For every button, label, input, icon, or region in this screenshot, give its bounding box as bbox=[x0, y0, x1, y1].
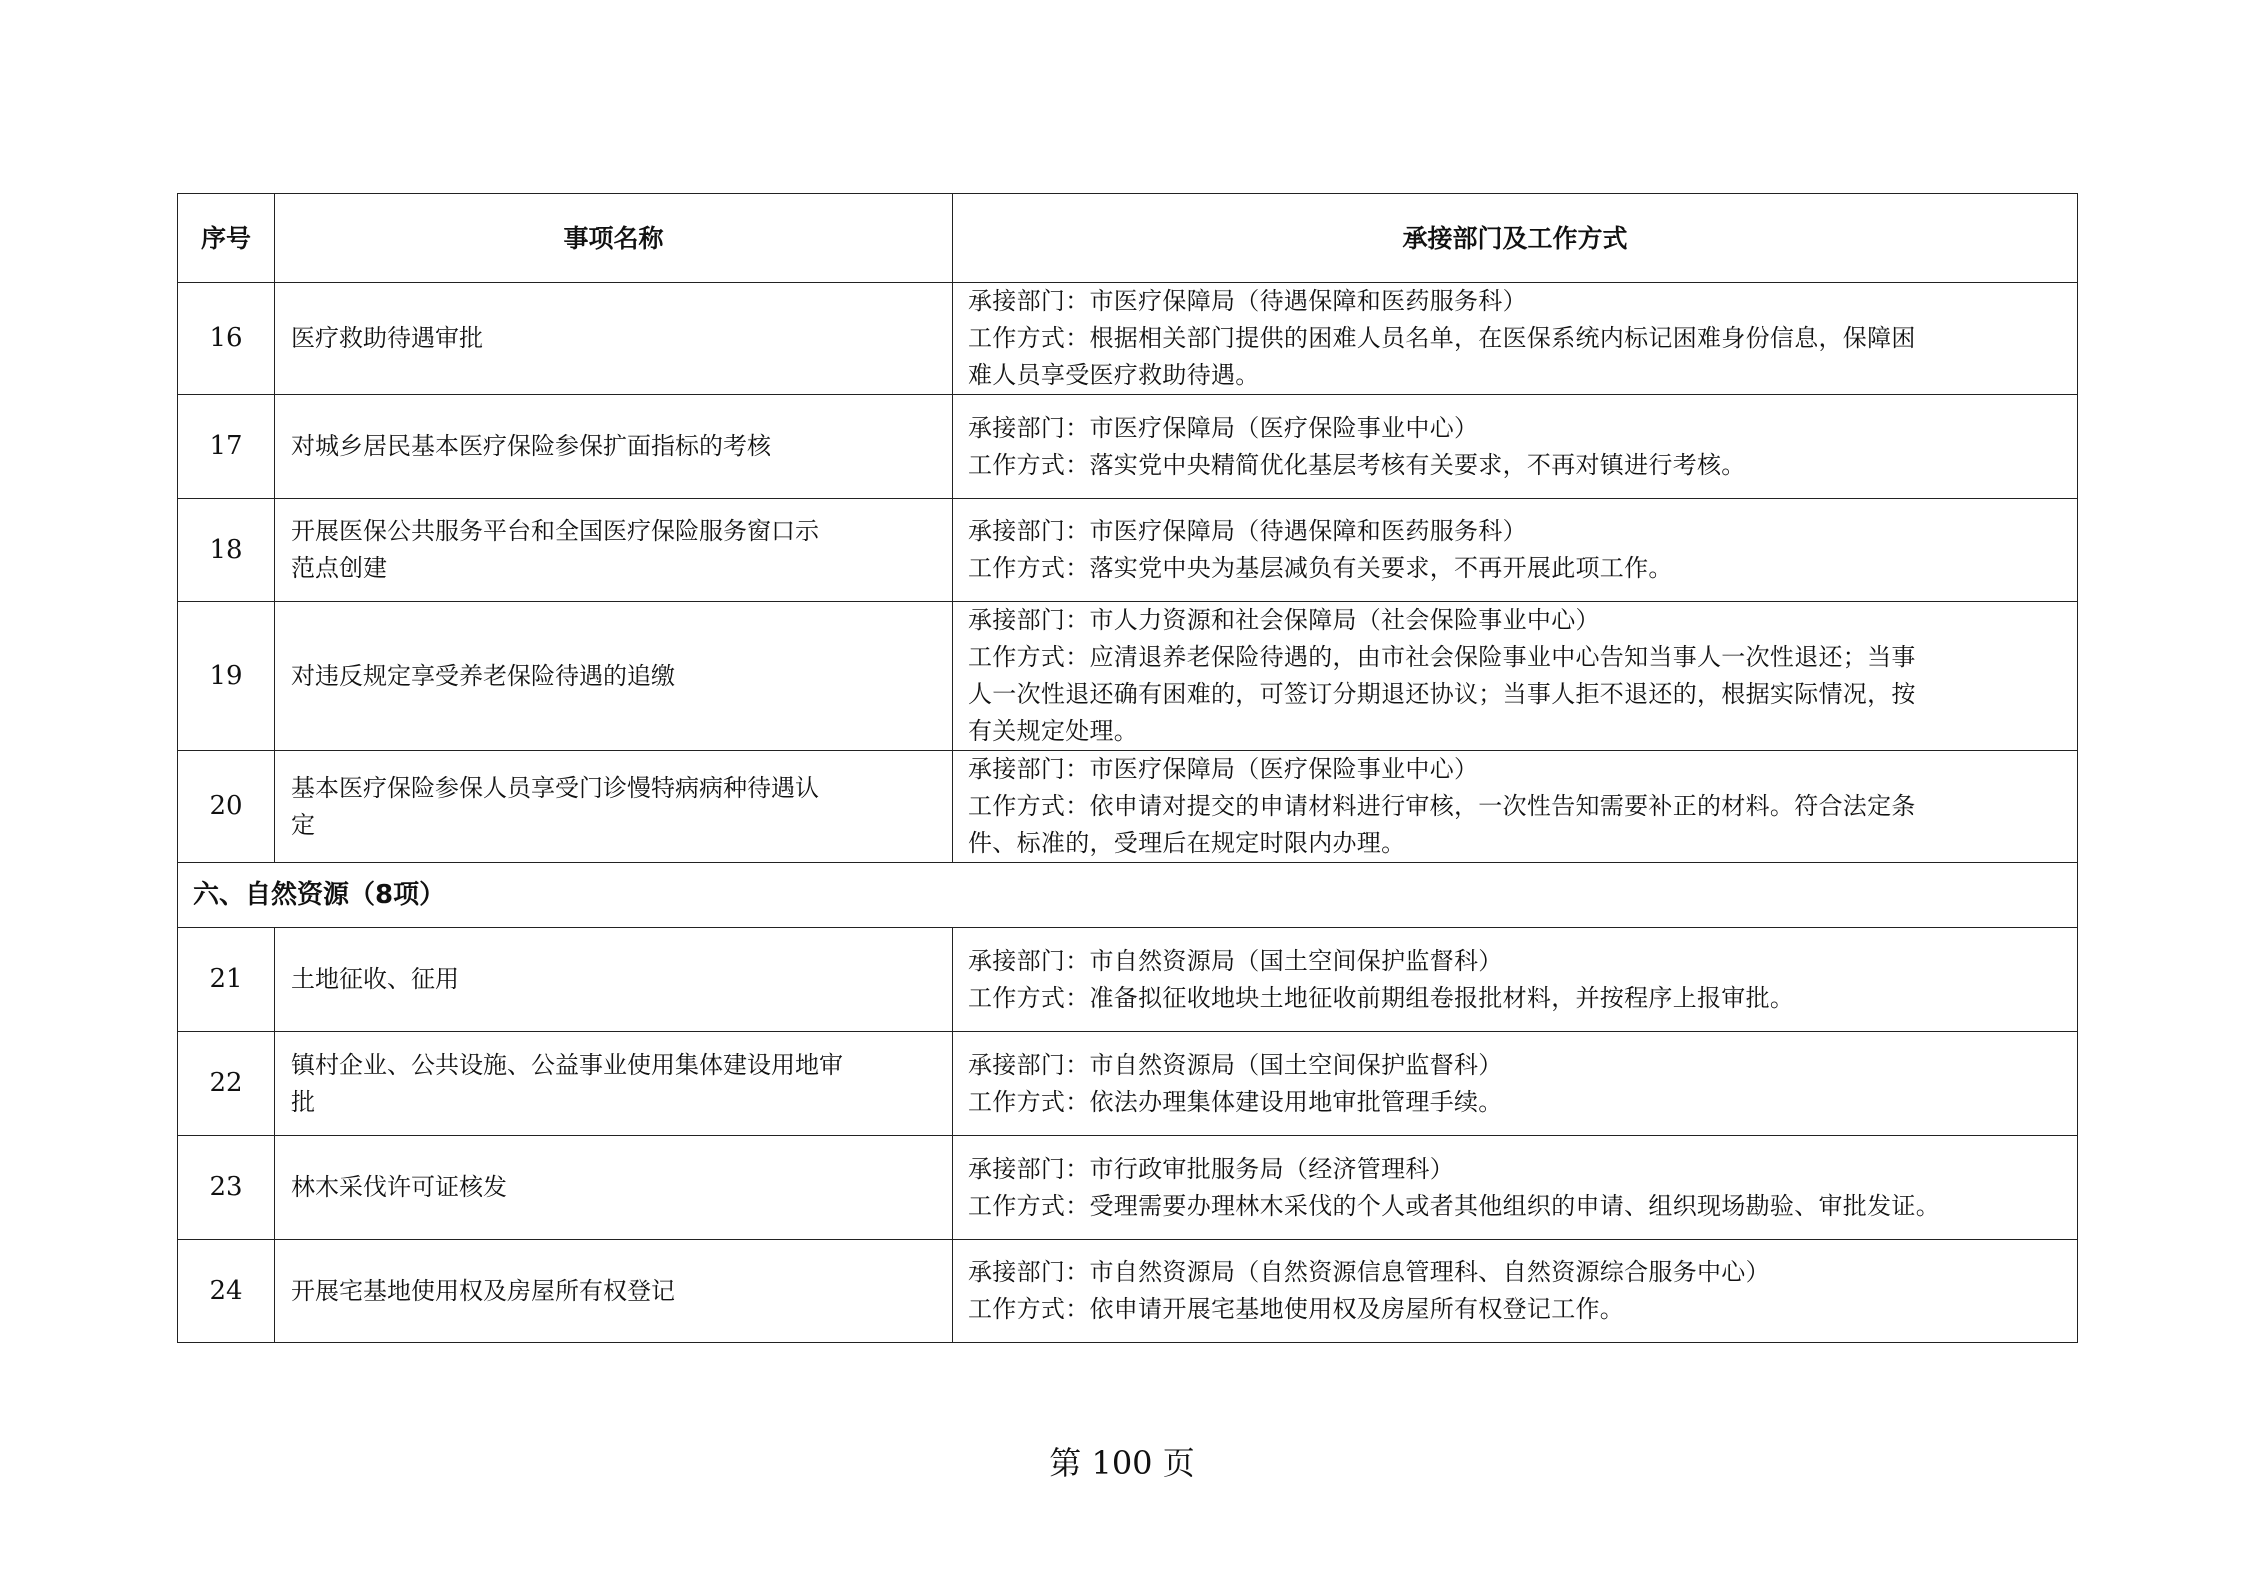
item-name bbox=[275, 751, 953, 863]
item-name-line: 范点创建 bbox=[291, 554, 387, 582]
method-line: 工作方式：依法办理集体建设用地审批管理手续。 bbox=[968, 1087, 1503, 1116]
table-row bbox=[178, 1240, 2078, 1343]
dept-method bbox=[953, 1136, 2078, 1240]
row-number: 20 bbox=[178, 751, 275, 863]
dept-line: 承接部门：市自然资源局（国土空间保护监督科） bbox=[968, 946, 1503, 975]
items-table bbox=[177, 193, 2078, 1343]
method-line: 工作方式：根据相关部门提供的困难人员名单，在医保系统内标记困难身份信息，保障困 bbox=[968, 324, 1916, 352]
dept-method bbox=[953, 499, 2078, 602]
table-row bbox=[178, 751, 2078, 863]
item-name-line: 定 bbox=[291, 810, 315, 839]
dept-line: 承接部门：市行政审批服务局（经济管理科） bbox=[968, 1154, 1454, 1183]
section-title: 六、自然资源（8项） bbox=[178, 863, 2078, 928]
item-name-line: 开展宅基地使用权及房屋所有权登记 bbox=[291, 1276, 675, 1305]
dept-line: 承接部门：市自然资源局（国土空间保护监督科） bbox=[968, 1050, 1503, 1079]
item-name bbox=[275, 395, 953, 499]
method-line: 件、标准的，受理后在规定时限内办理。 bbox=[968, 829, 1406, 857]
dept-line: 承接部门：市医疗保障局（医疗保险事业中心） bbox=[968, 413, 1479, 442]
item-name-line: 土地征收、征用 bbox=[291, 965, 459, 993]
table-row bbox=[178, 499, 2078, 602]
item-name-line: 批 bbox=[291, 1087, 315, 1116]
item-name-line: 开展医保公共服务平台和全国医疗保险服务窗口示 bbox=[291, 517, 819, 545]
item-name bbox=[275, 602, 953, 751]
item-name bbox=[275, 1032, 953, 1136]
method-line: 工作方式：落实党中央精简优化基层考核有关要求，不再对镇进行考核。 bbox=[968, 450, 1746, 479]
row-number: 23 bbox=[178, 1136, 275, 1240]
table-row bbox=[178, 1136, 2078, 1240]
section-row bbox=[178, 863, 2078, 928]
header-name: 事项名称 bbox=[275, 194, 953, 283]
method-line: 工作方式：落实党中央为基层减负有关要求，不再开展此项工作。 bbox=[968, 554, 1673, 582]
dept-method bbox=[953, 395, 2078, 499]
method-line: 工作方式：受理需要办理林木采伐的个人或者其他组织的申请、组织现场勘验、审批发证。 bbox=[968, 1191, 1940, 1220]
dept-line: 承接部门：市人力资源和社会保障局（社会保险事业中心） bbox=[968, 606, 1600, 634]
item-name bbox=[275, 1240, 953, 1343]
dept-method bbox=[953, 751, 2078, 863]
method-line: 工作方式：依申请开展宅基地使用权及房屋所有权登记工作。 bbox=[968, 1295, 1625, 1323]
dept-method bbox=[953, 602, 2078, 751]
dept-line: 承接部门：市医疗保障局（待遇保障和医药服务科） bbox=[968, 287, 1527, 315]
header-no: 序号 bbox=[178, 194, 275, 283]
table-row bbox=[178, 283, 2078, 395]
item-name bbox=[275, 928, 953, 1032]
row-number: 21 bbox=[178, 928, 275, 1032]
row-number: 22 bbox=[178, 1032, 275, 1136]
table-header-row bbox=[178, 194, 2078, 283]
row-number: 16 bbox=[178, 283, 275, 395]
item-name-line: 对违反规定享受养老保险待遇的追缴 bbox=[291, 661, 675, 690]
method-line: 工作方式：应清退养老保险待遇的，由市社会保险事业中心告知当事人一次性退还；当事 bbox=[968, 643, 1916, 671]
dept-line: 承接部门：市医疗保障局（待遇保障和医药服务科） bbox=[968, 517, 1527, 545]
header-dept: 承接部门及工作方式 bbox=[953, 194, 2078, 283]
row-number: 24 bbox=[178, 1240, 275, 1343]
table-row bbox=[178, 395, 2078, 499]
method-line: 难人员享受医疗救助待遇。 bbox=[968, 361, 1260, 389]
row-number: 18 bbox=[178, 499, 275, 602]
method-line: 工作方式：依申请对提交的申请材料进行审核，一次性告知需要补正的材料。符合法定条 bbox=[968, 792, 1916, 820]
row-number: 19 bbox=[178, 602, 275, 751]
dept-method bbox=[953, 1032, 2078, 1136]
table-row bbox=[178, 928, 2078, 1032]
method-line: 有关规定处理。 bbox=[968, 717, 1139, 745]
dept-method bbox=[953, 1240, 2078, 1343]
item-name-line: 对城乡居民基本医疗保险参保扩面指标的考核 bbox=[291, 432, 771, 460]
item-name bbox=[275, 283, 953, 395]
item-name-line: 医疗救助待遇审批 bbox=[291, 324, 483, 352]
table-row bbox=[178, 602, 2078, 751]
item-name-line: 镇村企业、公共设施、公益事业使用集体建设用地审 bbox=[291, 1050, 843, 1079]
item-name-line: 基本医疗保险参保人员享受门诊慢特病病种待遇认 bbox=[291, 773, 819, 802]
dept-method bbox=[953, 283, 2078, 395]
row-number: 17 bbox=[178, 395, 275, 499]
item-name-line: 林木采伐许可证核发 bbox=[291, 1173, 507, 1201]
page-number: 第 100 页 bbox=[1049, 1444, 1195, 1482]
table-row bbox=[178, 1032, 2078, 1136]
dept-method bbox=[953, 928, 2078, 1032]
dept-line: 承接部门：市自然资源局（自然资源信息管理科、自然资源综合服务中心） bbox=[968, 1258, 1770, 1286]
method-line: 人一次性退还确有困难的，可签订分期退还协议；当事人拒不退还的，根据实际情况，按 bbox=[968, 680, 1916, 708]
dept-line: 承接部门：市医疗保障局（医疗保险事业中心） bbox=[968, 755, 1479, 783]
method-line: 工作方式：准备拟征收地块土地征收前期组卷报批材料，并按程序上报审批。 bbox=[968, 983, 1795, 1012]
item-name bbox=[275, 1136, 953, 1240]
item-name bbox=[275, 499, 953, 602]
